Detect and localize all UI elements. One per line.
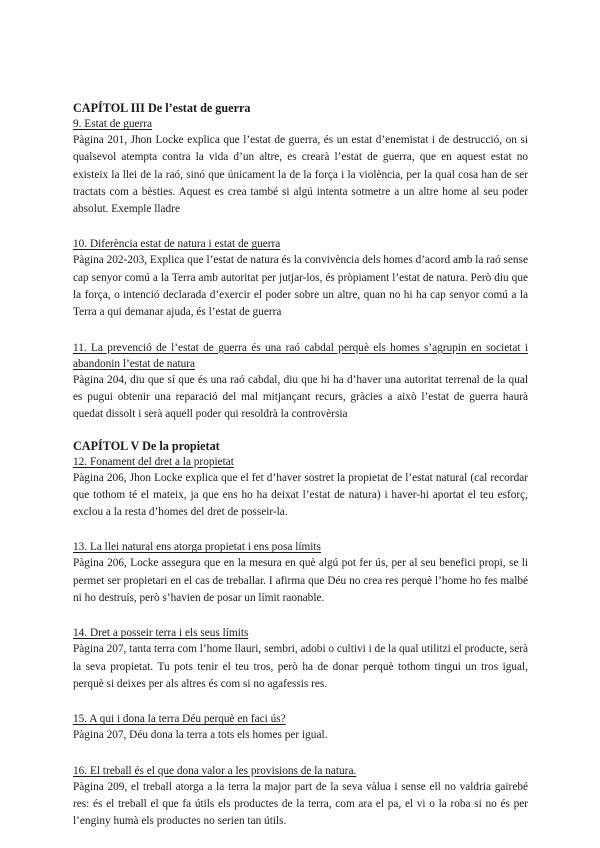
section-text: Pàgina 202-203, Explica que l’estat de natura és la convivència dels homes d’acord amb la raó sense cap senyor comú a la Terra amb autoritat per jutjar-los, és pròpiament l’estat de natura. Però diu que la força, o intenció declarada d’exercir el poder sobre un altre, quan no hi ha cap senyor comú a la Terra a qui demanar ajuda, és l’estat de guerra xyxy=(73,254,528,319)
section-13 xyxy=(73,539,528,607)
section-text: Pàgina 206, Jhon Locke explica que el fet d’haver sostret la propietat de l’estat natural (cal recordar que tothom té el mateix, ja que ens ho ha deixat l’estat de natura) i haver-hi aportat el teu esforç, exclou a la resta d’homes del dret de posseir-la. xyxy=(73,471,528,519)
section-heading: 10. Diferència estat de natura i estat de guerra xyxy=(73,238,281,251)
section-16 xyxy=(73,763,528,831)
section-heading: 14. Dret a posseir terra i els seus límits xyxy=(73,627,249,640)
section-text: Pàgina 201, Jhon Locke explica que l’estat de guerra, és un estat d’enemistat i de destrucció, on si qualsevol atempta contra la vida d’un altre, es crearà l’estat de guerra, que en aquest estat no existeix la llei de la raó, sinó que únicament la de la força i la violència, per la qual cosa han de ser tractats com a bèsties. Aquest es crea també si algú intenta sotmetre a un altre home al seu poder absolut. Exemple lladre xyxy=(73,134,528,216)
section-text: Pàgina 204, diu que sí que és una raó cabdal, diu que hi ha d’haver una autoritat terrenal de la qual es pugui obtenir una reparació del mal mitjançant recurs, gràcies a això l’estat de guerra haurà quedat dissolt i serà aquell poder qui resoldrà la controvèrsia xyxy=(73,373,528,421)
section-text: Pàgina 206, Locke assegura que en la mesura en què algú pot fer ús, per al seu benefici propi, se li permet ser propietari en el cas de treballar. I afirma que Déu no crea res perquè l’home ho fes malbé ni ho destruís, però s’havien de posar un límit raonable. xyxy=(73,557,528,605)
section-heading: 11. La prevenció de l’estat de guerra és una raó cabdal perquè els homes s’agrupin en societat i abandonin l’estat de natura xyxy=(73,341,528,370)
section-heading: 16. El treball és el que dona valor a les provisions de la natura. xyxy=(73,764,357,777)
document-page xyxy=(73,100,528,848)
section-14 xyxy=(73,625,528,693)
section-15 xyxy=(73,711,528,744)
section-text: Pàgina 207, Déu dona la terra a tots els homes per igual. xyxy=(73,729,328,742)
section-12 xyxy=(73,454,528,522)
section-heading: 13. La llei natural ens atorga propietat i ens posa límits xyxy=(73,541,321,554)
section-9 xyxy=(73,116,528,218)
section-heading: 15. A qui i dona la terra Déu perquè en faci ús? xyxy=(73,713,286,726)
chapter-5 xyxy=(73,438,528,831)
chapter-title: CAPÍTOL V De la propietat xyxy=(73,438,220,453)
chapter-3 xyxy=(73,100,528,424)
section-text: Pàgina 207, tanta terra com l’home llauri, sembri, adobi o cultivi i de la qual utilitzi el producte, serà la seva propietat. Tu pots tenir el teu tros, però ha de donar perquè tothom tingui un tros igual, perquè si deixes per als altres és com si no agafessis res. xyxy=(73,643,528,690)
section-text: Pàgina 209, el treball atorga a la terra la major part de la seva vàlua i sense ell no valdria gairebé res: és el treball el que fa útils els productes de la terra, com ara el pa, el vi o la roba si no és per l’enginy humà els productes no serien tan útils. xyxy=(73,780,528,828)
section-11 xyxy=(73,340,528,424)
section-heading: 12. Fonament del dret a la propietat xyxy=(73,455,234,468)
section-heading: 9. Estat de guerra xyxy=(73,118,153,130)
chapter-title: CAPÍTOL III De l’estat de guerra xyxy=(73,101,251,115)
section-10 xyxy=(73,236,528,321)
